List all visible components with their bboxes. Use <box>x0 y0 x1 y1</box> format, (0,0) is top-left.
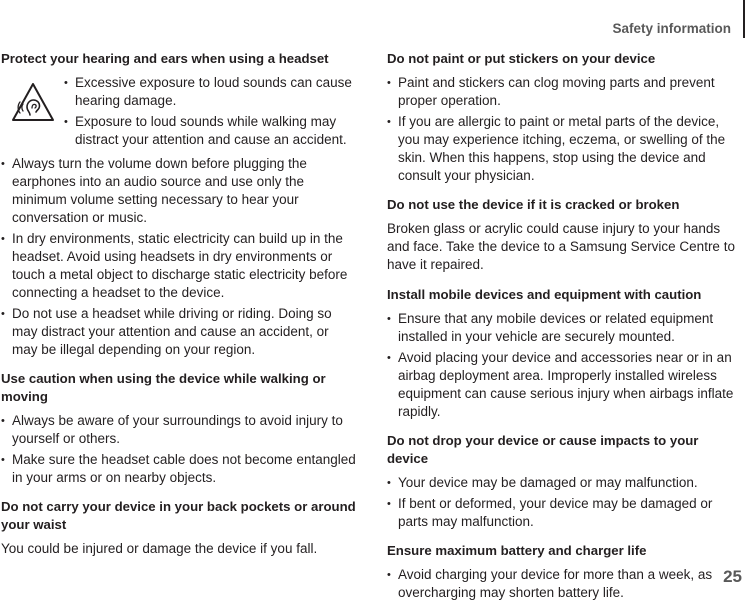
section-paint <box>387 50 743 185</box>
bullet-list <box>387 74 743 185</box>
list-item: • Make sure the headset cable does not become entangled in your arms or on nearby objects. <box>1 451 356 487</box>
hearing-warning-icon <box>11 82 55 122</box>
left-column <box>1 50 356 570</box>
section-body: You could be injured or damage the device if you fall. <box>1 541 318 556</box>
list-item: • Do not use a headset while driving or riding. Doing so may distract your attention and cause an accident, or may be illegal depending on your region. <box>1 305 356 359</box>
section-back-pocket <box>1 498 356 558</box>
bullet-list <box>387 474 743 531</box>
list-item: • If bent or deformed, your device may be damaged or parts may malfunction. <box>387 495 743 531</box>
section-hearing <box>1 50 356 359</box>
section-heading: Install mobile devices and equipment with caution <box>387 287 702 302</box>
section-drop <box>387 432 743 531</box>
right-column <box>387 50 743 613</box>
bullet-list <box>387 310 743 421</box>
page-number: 25 <box>723 567 742 586</box>
list-item: • Always be aware of your surroundings to avoid injury to yourself or others. <box>1 412 356 448</box>
list-item: • In dry environments, static electricity can build up in the headset. Avoid using headsets in dry environments or touch a metal object to discharge static electricity before connecting a headset to the device. <box>1 230 356 302</box>
bullet-list <box>1 155 356 359</box>
list-item: • Your device may be damaged or may malfunction. <box>387 474 743 492</box>
list-item: • Excessive exposure to loud sounds can cause hearing damage. <box>64 74 356 110</box>
section-heading: Do not use the device if it is cracked or broken <box>387 197 680 212</box>
list-item: • If you are allergic to paint or metal parts of the device, you may experience itching, eczema, or swelling of the skin. When this happens, stop using the device and consult your physician. <box>387 113 743 185</box>
bullet-list <box>1 412 356 487</box>
list-item: • Avoid placing your device and accessories near or in an airbag deployment area. Improperly installed wireless equipment can cause serious injury when airbags inflate rapidly. <box>387 349 743 421</box>
section-heading: Do not carry your device in your back pockets or around your waist <box>1 499 356 532</box>
section-body: Broken glass or acrylic could cause injury to your hands and face. Take the device to a Samsung Service Centre to have it repaired. <box>387 221 735 272</box>
section-battery <box>387 542 743 602</box>
section-walking <box>1 370 356 487</box>
warning-block <box>1 74 356 149</box>
section-install <box>387 286 743 421</box>
section-heading: Do not paint or put stickers on your device <box>387 51 656 66</box>
section-heading: Do not drop your device or cause impacts to your device <box>387 433 699 466</box>
list-item: • Always turn the volume down before plugging the earphones into an audio source and use only the minimum volume setting necessary to hear your conversation or music. <box>1 155 356 227</box>
list-item: • Ensure that any mobile devices or related equipment installed in your vehicle are securely mounted. <box>387 310 743 346</box>
section-heading: Use caution when using the device while walking or moving <box>1 371 326 404</box>
section-cracked <box>387 196 743 274</box>
page-header-title: Safety information <box>612 21 731 36</box>
list-item: • Paint and stickers can clog moving parts and prevent proper operation. <box>387 74 743 110</box>
warning-list <box>64 74 356 149</box>
section-heading: Ensure maximum battery and charger life <box>387 543 647 558</box>
list-item: • Exposure to loud sounds while walking may distract your attention and cause an accident. <box>64 113 356 149</box>
list-item: • Avoid charging your device for more than a week, as overcharging may shorten battery life. <box>387 566 743 602</box>
section-heading: Protect your hearing and ears when using a headset <box>1 51 329 66</box>
